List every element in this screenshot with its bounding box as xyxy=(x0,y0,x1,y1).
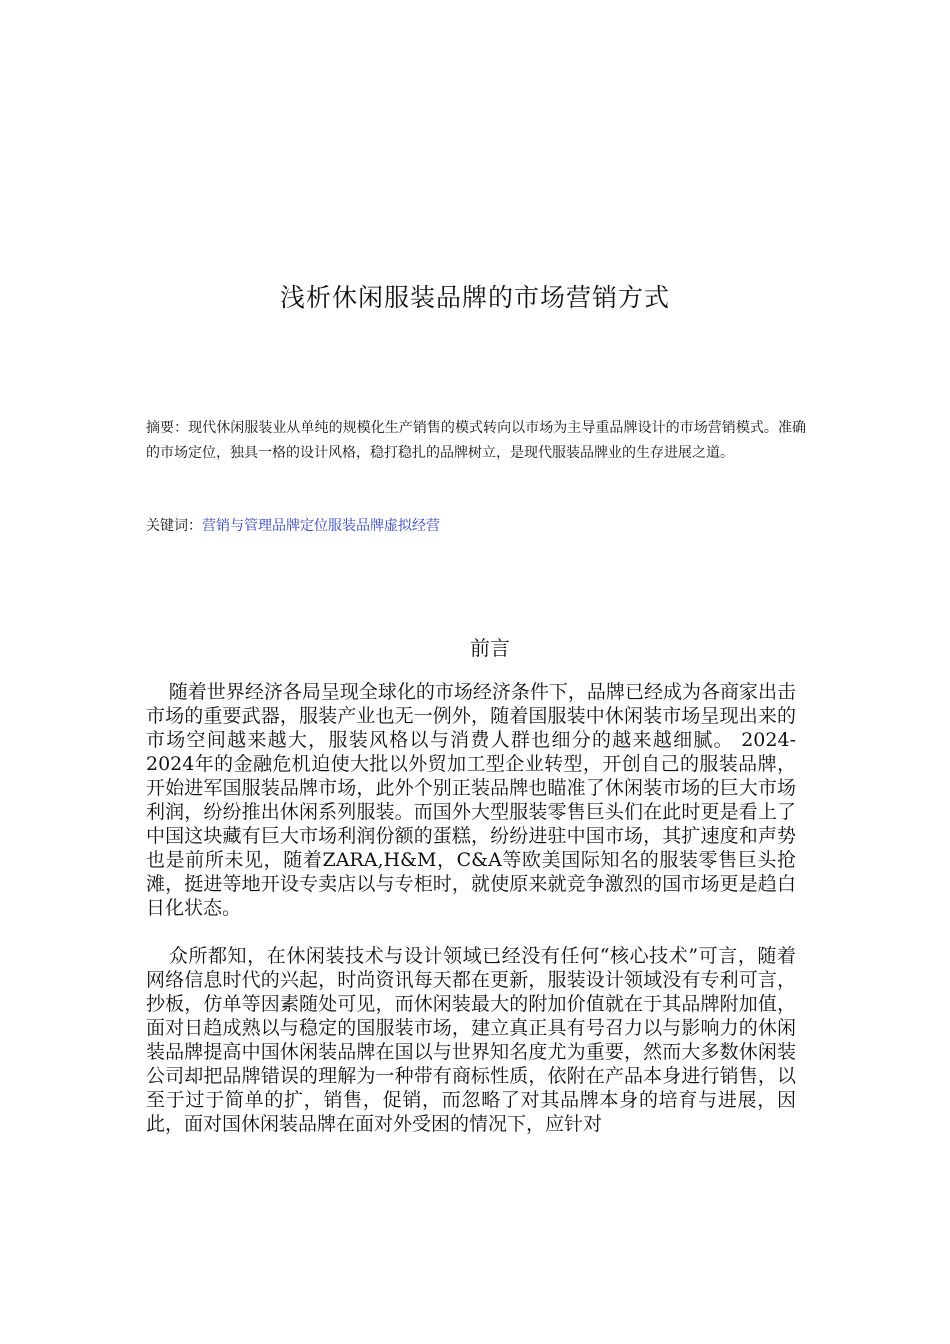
body-text xyxy=(146,680,796,1160)
section-heading-preface: 前言 xyxy=(470,636,510,660)
keywords-link[interactable]: 营销与管理品牌定位服装品牌虚拟经营 xyxy=(202,518,440,534)
paragraph: 随着世界经济各局呈现全球化的市场经济条件下，品牌已经成为各商家出击市场的重要武器，服装产业也无一例外，随着国服装中休闲装市场呈现出来的市场空间越来越大，服装风格以与消费人群也细分的越来越细腻。 2024-2024年的金融危机迫使大批以外贸加工型企业转型，开创自己的服装品牌，开始进军国服装品牌市场，此外个别正装品牌也瞄准了休闲装市场的巨大市场利润，纷纷推出休闲系列服装。而国外大型服装零售巨头们在此时更是看上了中国这块藏有巨大市场利润份额的蛋糕，纷纷进驻中国市场，其扩速度和声势也是前所未见，随着ZARA,H&M，C&A等欧美国际知名的服装零售巨头抢滩，挺进等地开设专卖店以与专柜时，就使原来就竞争激烈的国市场更是趋白日化状态。 xyxy=(146,681,796,919)
keywords-line xyxy=(146,514,806,539)
paragraph: 众所都知，在休闲装技术与设计领域已经没有任何“核心技术”可言，随着网络信息时代的兴起，时尚资讯每天都在更新，服装设计领域没有专利可言，抄板，仿单等因素随处可见，而休闲装最大的附加价值就在于其品牌附加值，面对日趋成熟以与稳定的国服装市场，建立真正具有号召力以与影响力的休闲装品牌提高中国休闲装品牌在国以与世界知名度尤为重要，然而大多数休闲装公司却把品牌错误的理解为一种带有商标性质，依附在产品本身进行销售，以至于过于简单的扩，销售，促销，而忽略了对其品牌本身的培育与进展，因此，面对国休闲装品牌在面对外受困的情况下，应针对 xyxy=(146,945,796,1135)
keywords-label: 关键词： xyxy=(146,518,202,534)
abstract-text: 摘要：现代休闲服装业从单纯的规模化生产销售的模式转向以市场为主导重品牌设计的市场营销模式。准确的市场定位，独具一格的设计风格，稳打稳扎的品牌树立，是现代服装品牌业的生存进展之道。 xyxy=(146,420,806,461)
paper-title: 浅析休闲服装品牌的市场营销方式 xyxy=(279,283,670,312)
